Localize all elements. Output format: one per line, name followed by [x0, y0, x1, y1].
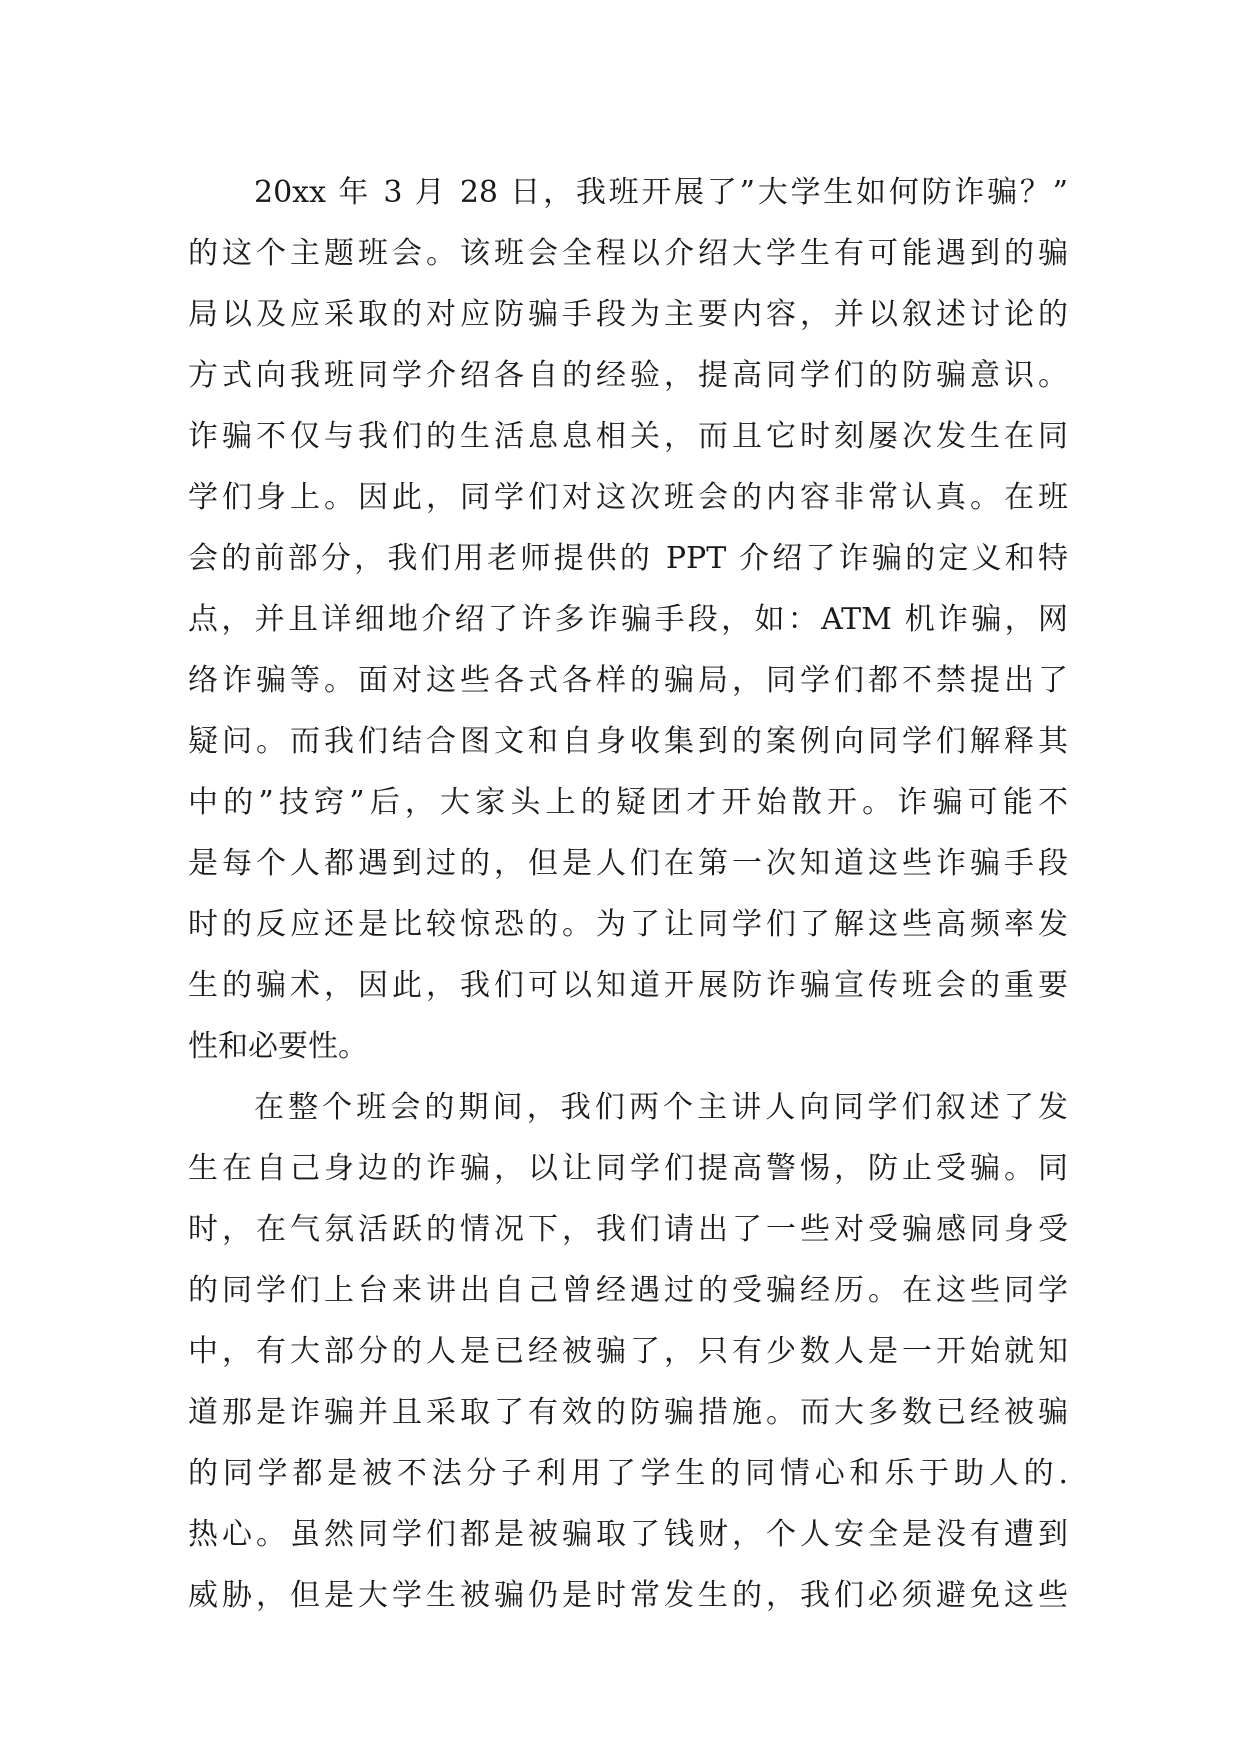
text-line: 20xx 年 3 月 28 日，我班开展了”大学生如何防诈骗？”: [254, 175, 1068, 210]
text-line: 会的前部分，我们用老师提供的 PPT 介绍了诈骗的定义和特: [188, 541, 1068, 576]
paragraph-1: [188, 162, 1068, 1077]
text-line: 时，在气氛活跃的情况下，我们请出了一些对受骗感同身受: [188, 1212, 1068, 1247]
text-line: 生的骗术，因此，我们可以知道开展防诈骗宣传班会的重要: [188, 968, 1068, 1003]
text-line: 络诈骗等。面对这些各式各样的骗局，同学们都不禁提出了: [188, 663, 1068, 698]
text-line: 方式向我班同学介绍各自的经验，提高同学们的防骗意识。: [188, 358, 1068, 393]
text-line: 性和必要性。: [188, 1029, 368, 1064]
paragraph-2: [188, 1077, 1068, 1626]
text-line: 的这个主题班会。该班会全程以介绍大学生有可能遇到的骗: [188, 236, 1068, 271]
text-line: 是每个人都遇到过的，但是人们在第一次知道这些诈骗手段: [188, 846, 1068, 881]
text-line: 在整个班会的期间，我们两个主讲人向同学们叙述了发: [254, 1090, 1068, 1125]
text-line: 点，并且详细地介绍了许多诈骗手段，如：ATM 机诈骗，网: [188, 602, 1068, 637]
text-line: 威胁，但是大学生被骗仍是时常发生的，我们必须避免这些: [188, 1578, 1068, 1613]
text-line: 疑问。而我们结合图文和自身收集到的案例向同学们解释其: [188, 724, 1068, 759]
text-line: 的同学都是被不法分子利用了学生的同情心和乐于助人的.: [188, 1456, 1068, 1491]
text-line: 中，有大部分的人是已经被骗了，只有少数人是一开始就知: [188, 1334, 1068, 1369]
text-line: 生在自己身边的诈骗，以让同学们提高警惕，防止受骗。同: [188, 1151, 1068, 1186]
text-line: 诈骗不仅与我们的生活息息相关，而且它时刻屡次发生在同: [188, 419, 1068, 454]
document-body: [188, 162, 1068, 1626]
text-line: 局以及应采取的对应防骗手段为主要内容，并以叙述讨论的: [188, 297, 1068, 332]
text-line: 热心。虽然同学们都是被骗取了钱财，个人安全是没有遭到: [188, 1517, 1068, 1552]
text-line: 学们身上。因此，同学们对这次班会的内容非常认真。在班: [188, 480, 1068, 515]
text-line: 道那是诈骗并且采取了有效的防骗措施。而大多数已经被骗: [188, 1395, 1068, 1430]
text-line: 中的”技窍”后，大家头上的疑团才开始散开。诈骗可能不: [188, 785, 1068, 820]
text-line: 时的反应还是比较惊恐的。为了让同学们了解这些高频率发: [188, 907, 1068, 942]
text-line: 的同学们上台来讲出自己曾经遇过的受骗经历。在这些同学: [188, 1273, 1068, 1308]
